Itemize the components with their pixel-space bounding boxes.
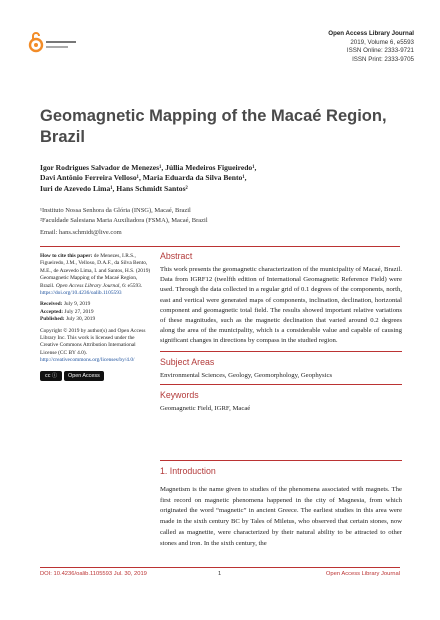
- issn-online: ISSN Online: 2333-9721: [346, 47, 414, 55]
- divider: [160, 384, 402, 385]
- authors-line: Davi Antônio Ferreira Velloso¹, Maria Eduarda da Silva Bento¹,: [40, 173, 247, 183]
- abstract-column: [160, 251, 402, 413]
- open-access-lock-icon: [28, 32, 80, 54]
- footer-journal: Open Access Library Journal: [325, 571, 400, 577]
- accepted-date: July 27, 2019: [64, 308, 94, 315]
- abstract-heading: Abstract: [160, 251, 193, 261]
- received-label: Received:: [40, 301, 63, 308]
- article-meta-sidebar: [40, 253, 152, 381]
- introduction-text: Magnetism is the name given to studies of the phenomena associated with magnets. The first record on magnetic phenomena happened in the city of Magnesia, from which originated the word “magnetic” in ancient Greece. The earliest studies in this area were made in the sixth century BC by Tales of Miletus, who observed that certain stones, now called as magnetite, were characterized by their natural ability to be attracted to other stones and iron. In the sixth century, the: [160, 486, 402, 547]
- published-label: Published:: [40, 316, 65, 323]
- footer-doi[interactable]: DOI: 10.4236/oalib.1105593 Jul. 30, 2019: [40, 571, 147, 577]
- author-list: [40, 163, 410, 194]
- license-block: [40, 328, 152, 365]
- introduction-heading: 1. Introduction: [160, 466, 216, 476]
- open-access-logo: [28, 32, 80, 54]
- accepted-label: Accepted:: [40, 308, 64, 315]
- license-text: This work is licensed under the Creative Commons Attribution International License (CC BY 4.0).: [40, 335, 136, 356]
- divider: [160, 351, 402, 352]
- affiliations: [40, 206, 410, 226]
- abstract-text: This work presents the geomagnetic characterization of the municipality of Macaé, Brazil. Data from IGRF12 (twelfth edition of International Geomagnetic Reference Field) were used. Through the data collected in a regular grid of 0.1 degrees of the components, north, east and vertical were generated maps of components, inclination, declination, horizontal component and geomagnetic total field. The results showed important relative variations of these magnitudes, such as the magnetic declination that varied around 0.2 degrees along the area of the municipality, which is a considerable value and capable of causing significant changes in directions by compass in the studied region.: [160, 266, 402, 345]
- divider: [160, 460, 402, 461]
- subject-areas-heading: Subject Areas: [160, 356, 215, 367]
- citation-volume: 6: e5593.: [122, 282, 143, 289]
- received-date: July 9, 2019: [63, 301, 91, 308]
- authors-line: Iuri de Azevedo Lima¹, Hans Schmidt Santos²: [40, 183, 188, 193]
- subject-areas-text: Environmental Sciences, Geology, Geomorphology, Geophysics: [160, 371, 333, 379]
- affiliation: ²Faculdade Salesiana Maria Auxiliadora (FSMA), Macaé, Brazil: [40, 217, 208, 224]
- affiliation: ¹Instituto Nossa Senhora da Glória (INSG), Macaé, Brazil: [40, 207, 191, 214]
- license-badges: [40, 371, 104, 381]
- article-title: Geomagnetic Mapping of the Macaé Region, Brazil: [40, 107, 387, 146]
- keywords-text: Geomagnetic Field, IGRF, Macaé: [160, 404, 251, 412]
- journal-volume: 2019, Volume 6, e5593: [350, 38, 414, 46]
- dates-block: [40, 301, 152, 323]
- creative-commons-icon[interactable]: cc ⓘ: [40, 371, 62, 381]
- copyright-text: Copyright © 2019 by author(s) and Open Access Library Inc.: [40, 327, 146, 342]
- citation-doi-link[interactable]: https://doi.org/10.4236/oalib.1105593: [40, 290, 122, 297]
- page-number: 1: [218, 571, 222, 577]
- citation-journal: Open Access Library Journal,: [55, 282, 121, 289]
- published-date: July 30, 2019: [65, 316, 96, 323]
- open-access-badge[interactable]: Open Access: [64, 371, 104, 381]
- license-link[interactable]: http://creativecommons.org/licenses/by/4.0/: [40, 357, 135, 364]
- citation-text: de Menezes, I.R.S., Figueiredo, J.M., Velloso, D.A.F., da Silva Bento, M.E., de Azevedo Lima, I. and Santos, H.S. (2019) Geomagnetic Mapping of the Macaé Region, Brazil.: [40, 253, 151, 289]
- issn-print: ISSN Print: 2333-9705: [352, 55, 414, 63]
- citation-block: [40, 253, 152, 297]
- journal-name: Open Access Library Journal: [328, 30, 414, 37]
- authors-line: Igor Rodrigues Salvador de Menezes¹, Júllia Medeiros Figueiredo¹,: [40, 163, 257, 172]
- footer-divider: [40, 567, 400, 568]
- citation-label: How to cite this paper:: [40, 253, 93, 259]
- divider: [40, 246, 400, 247]
- contact-email[interactable]: Email: hans.schmidt@live.com: [40, 229, 122, 236]
- keywords-heading: Keywords: [160, 389, 199, 400]
- journal-info: [328, 30, 414, 64]
